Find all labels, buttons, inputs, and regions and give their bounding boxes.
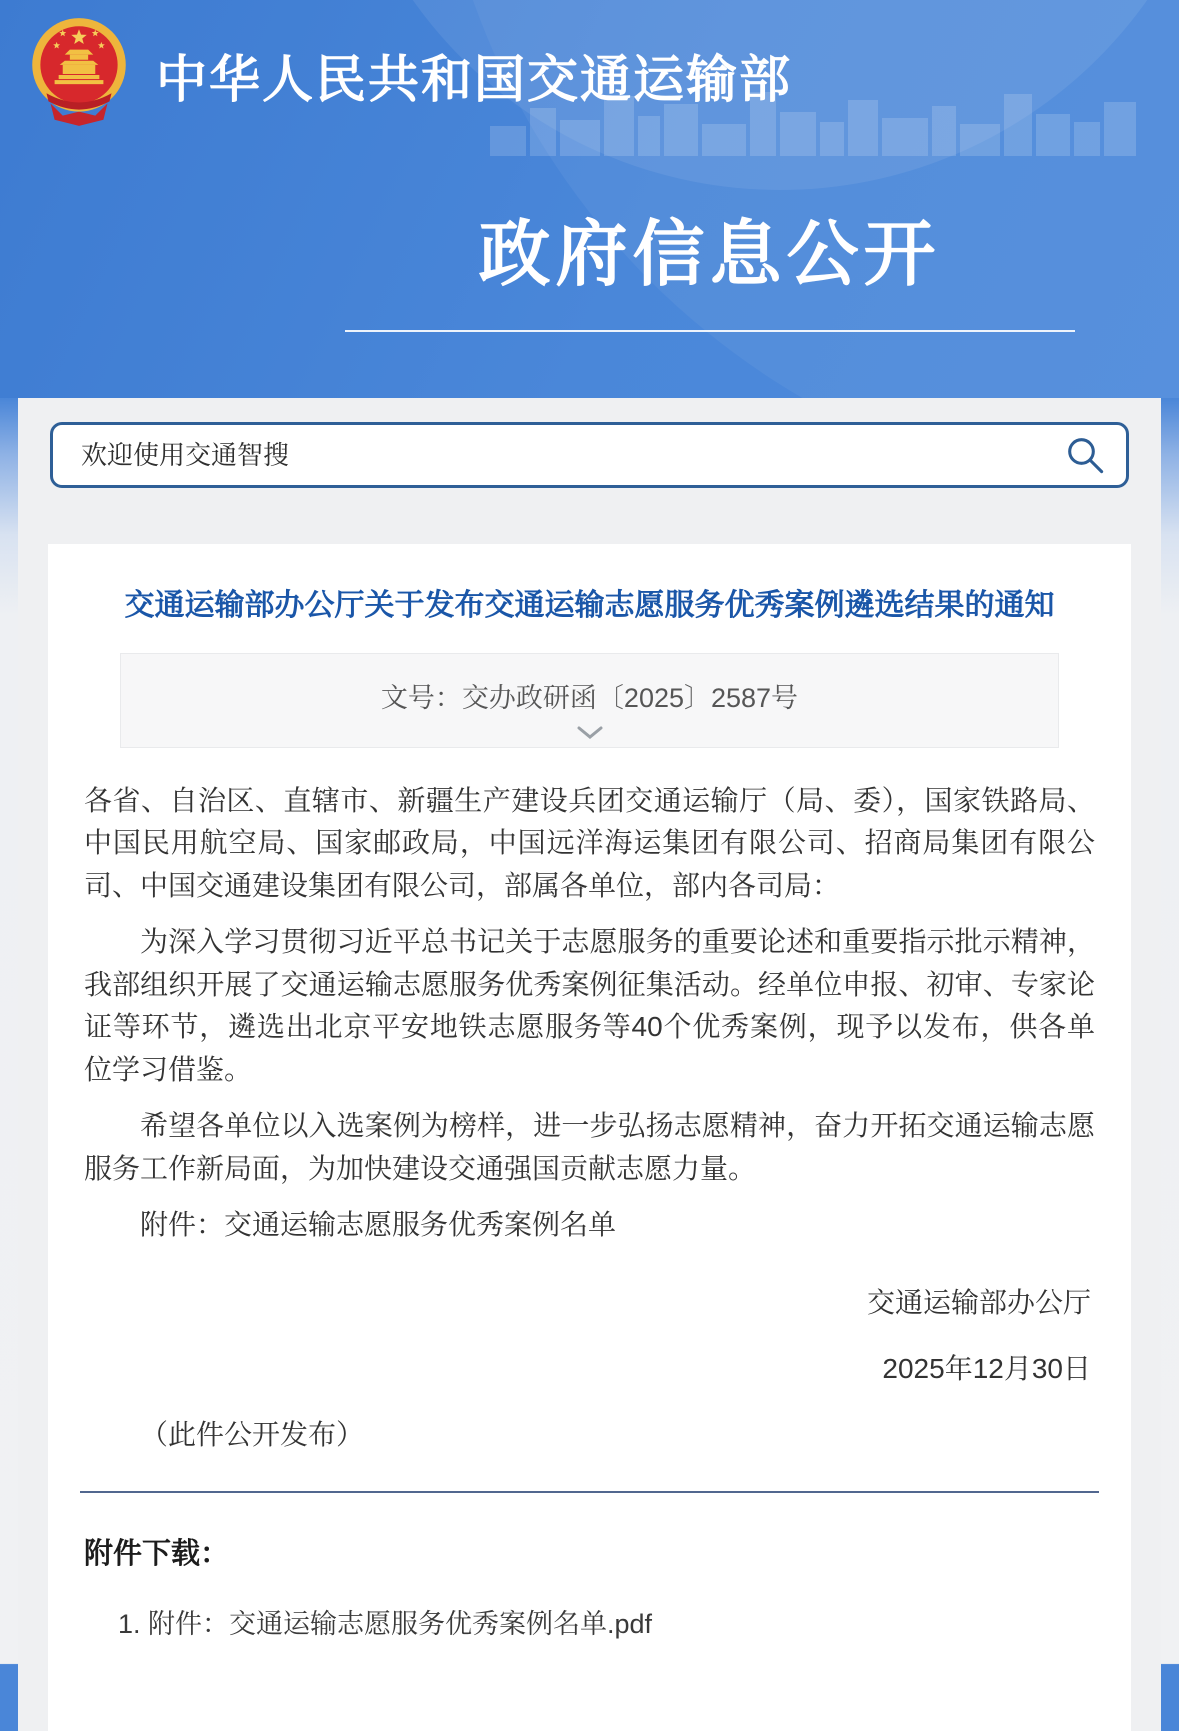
search-icon <box>1064 434 1106 476</box>
attachment-pdf-link[interactable]: 1. 附件：交通运输志愿服务优秀案例名单.pdf <box>118 1608 653 1639</box>
paragraph-addressees: 各省、自治区、直辖市、新疆生产建设兵团交通运输厅（局、委），国家铁路局、中国民用航空局、国家邮政局，中国远洋海运集团有限公司、招商局集团有限公司、中国交通建设集团有限公司，部属各单位，部内各司局： <box>84 784 1095 901</box>
section-divider <box>80 1491 1099 1493</box>
content-panel <box>18 398 1161 1731</box>
article-card <box>48 544 1131 1731</box>
search-bar[interactable] <box>50 422 1129 488</box>
article-body <box>84 780 1095 1247</box>
attachments-heading: 附件下载： <box>84 1537 230 1570</box>
section-title-block <box>280 196 1139 332</box>
title-underline <box>345 330 1075 332</box>
search-button[interactable] <box>1056 426 1114 484</box>
ministry-title: 中华人民共和国交通运输部 <box>156 51 793 108</box>
site-header <box>0 0 1179 398</box>
paragraph-attachment-ref: 附件：交通运输志愿服务优秀案例名单 <box>140 1209 617 1241</box>
page-title: 政府信息公开 <box>478 215 941 295</box>
signature-office: 交通运输部办公厅 <box>866 1286 1091 1318</box>
expand-metadata-control[interactable] <box>570 725 610 741</box>
national-emblem-icon <box>28 14 130 136</box>
search-input[interactable] <box>53 425 1056 485</box>
public-release-note: （此件公开发布） <box>140 1418 365 1450</box>
doc-number: 文号：交办政研函〔2025〕2587号 <box>380 682 799 713</box>
signature-date: 2025年12月30日 <box>882 1352 1091 1384</box>
paragraph-body-2: 希望各单位以入选案例为榜样，进一步弘扬志愿精神，奋力开拓交通运输志愿服务工作新局面，为加快建设交通强国贡献志愿力量。 <box>84 1110 1095 1184</box>
header-logo[interactable] <box>28 14 792 136</box>
article-title: 交通运输部办公厅关于发布交通运输志愿服务优秀案例遴选结果的通知 <box>124 589 1055 622</box>
paragraph-body-1: 为深入学习贯彻习近平总书记关于志愿服务的重要论述和重要指示批示精神，我部组织开展了交通运输志愿服务优秀案例征集活动。经单位申报、初审、专家论证等环节，遴选出北京平安地铁志愿服务等40个优秀案例，现予以发布，供各单位学习借鉴。 <box>84 926 1095 1085</box>
chevron-down-icon <box>576 728 604 745</box>
doc-number-box <box>120 653 1059 748</box>
